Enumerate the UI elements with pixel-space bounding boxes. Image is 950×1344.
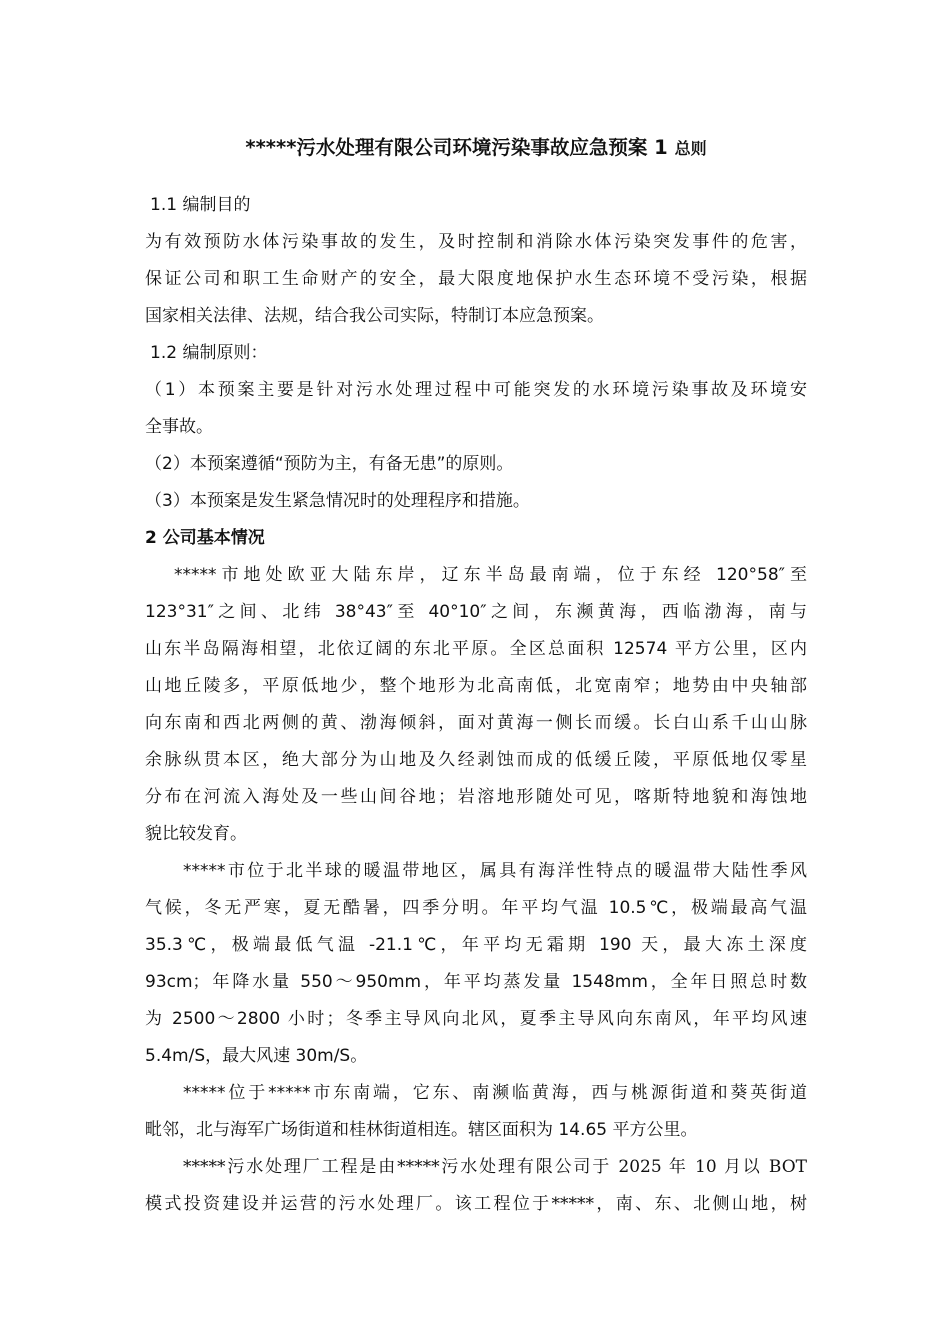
title-tail: 总则 [674, 139, 707, 158]
para-2-line-3: 山东半岛隔海相望，北依辽阔的东北平原。全区总面积 12574 平方公里，区内 [145, 639, 807, 659]
para-2-line-4: 山地丘陵多，平原低地少，整个地形为北高南低，北宽南窄；地势由中央轴部 [145, 676, 807, 696]
para-2-line-1: *****市地处欧亚大陆东岸，辽东半岛最南端，位于东经 120°58″至 [174, 565, 807, 585]
para-2-line-6: 余脉纵贯本区，绝大部分为山地及久经剥蚀而成的低缓丘陵，平原低地仅零星 [145, 750, 807, 770]
para-2-line-8: 貌比较发育。 [145, 824, 247, 844]
para-2-line-2: 123°31″之间、北纬 38°43″至 40°10″之间，东濒黄海，西临渤海，南与 [145, 602, 807, 622]
para-3-line-2: 气候，冬无严寒，夏无酷暑，四季分明。年平均气温 10.5℃，极端最高气温 [145, 898, 807, 918]
para-4-line-1: *****位于*****市东南端，它东、南濒临黄海，西与桃源街道和葵英街道 [183, 1083, 807, 1103]
heading-1-1: 1.1 编制目的 [150, 195, 251, 215]
para-4-line-2: 毗邻，北与海军广场街道和桂林街道相连。辖区面积为 14.65 平方公里。 [145, 1120, 698, 1140]
principle-1-line-1: （1）本预案主要是针对污水处理过程中可能突发的水环境污染事故及环境安 [145, 380, 807, 400]
para-2-line-7: 分布在河流入海处及一些山间谷地；岩溶地形随处可见，喀斯特地貌和海蚀地 [145, 787, 807, 807]
para-3-line-3: 35.3℃，极端最低气温 -21.1℃，年平均无霜期 190 天，最大冻土深度 [145, 935, 807, 955]
para-3-line-4: 93cm；年降水量 550～950mm，年平均蒸发量 1548mm，全年日照总时数 [145, 972, 807, 992]
para-2-line-5: 向东南和西北两侧的黄、渤海倾斜，面对黄海一侧长而缓。长白山系千山山脉 [145, 713, 807, 733]
heading-2: 2 公司基本情况 [145, 528, 265, 548]
document-page [145, 130, 807, 1223]
para-5-line-2: 模式投资建设并运营的污水处理厂。该工程位于*****，南、东、北侧山地，树 [145, 1194, 807, 1214]
principle-3: （3）本预案是发生紧急情况时的处理程序和措施。 [145, 491, 530, 511]
principle-1-line-2: 全事故。 [145, 417, 213, 437]
para-1-line-2: 保证公司和职工生命财产的安全，最大限度地保护水生态环境不受污染，根据 [145, 269, 807, 289]
principle-2: （2）本预案遵循“预防为主，有备无患”的原则。 [145, 454, 514, 474]
para-3-line-6: 5.4m/S，最大风速 30m/S。 [145, 1046, 368, 1066]
heading-1-2: 1.2 编制原则： [150, 343, 268, 363]
document-title [145, 130, 807, 167]
title-main: *****污水处理有限公司环境污染事故应急预案 1 [245, 136, 668, 159]
para-1-line-1: 为有效预防水体污染事故的发生，及时控制和消除水体污染突发事件的危害， [145, 232, 807, 252]
para-5-line-1: *****污水处理厂工程是由*****污水处理有限公司于 2025 年 10 月以 BOT [183, 1157, 807, 1177]
para-3-line-1: *****市位于北半球的暖温带地区，属具有海洋性特点的暖温带大陆性季风 [183, 861, 807, 881]
para-3-line-5: 为 2500～2800 小时；冬季主导风向北风，夏季主导风向东南风，年平均风速 [145, 1009, 807, 1029]
para-1-line-3: 国家相关法律、法规，结合我公司实际，特制订本应急预案。 [145, 306, 604, 326]
